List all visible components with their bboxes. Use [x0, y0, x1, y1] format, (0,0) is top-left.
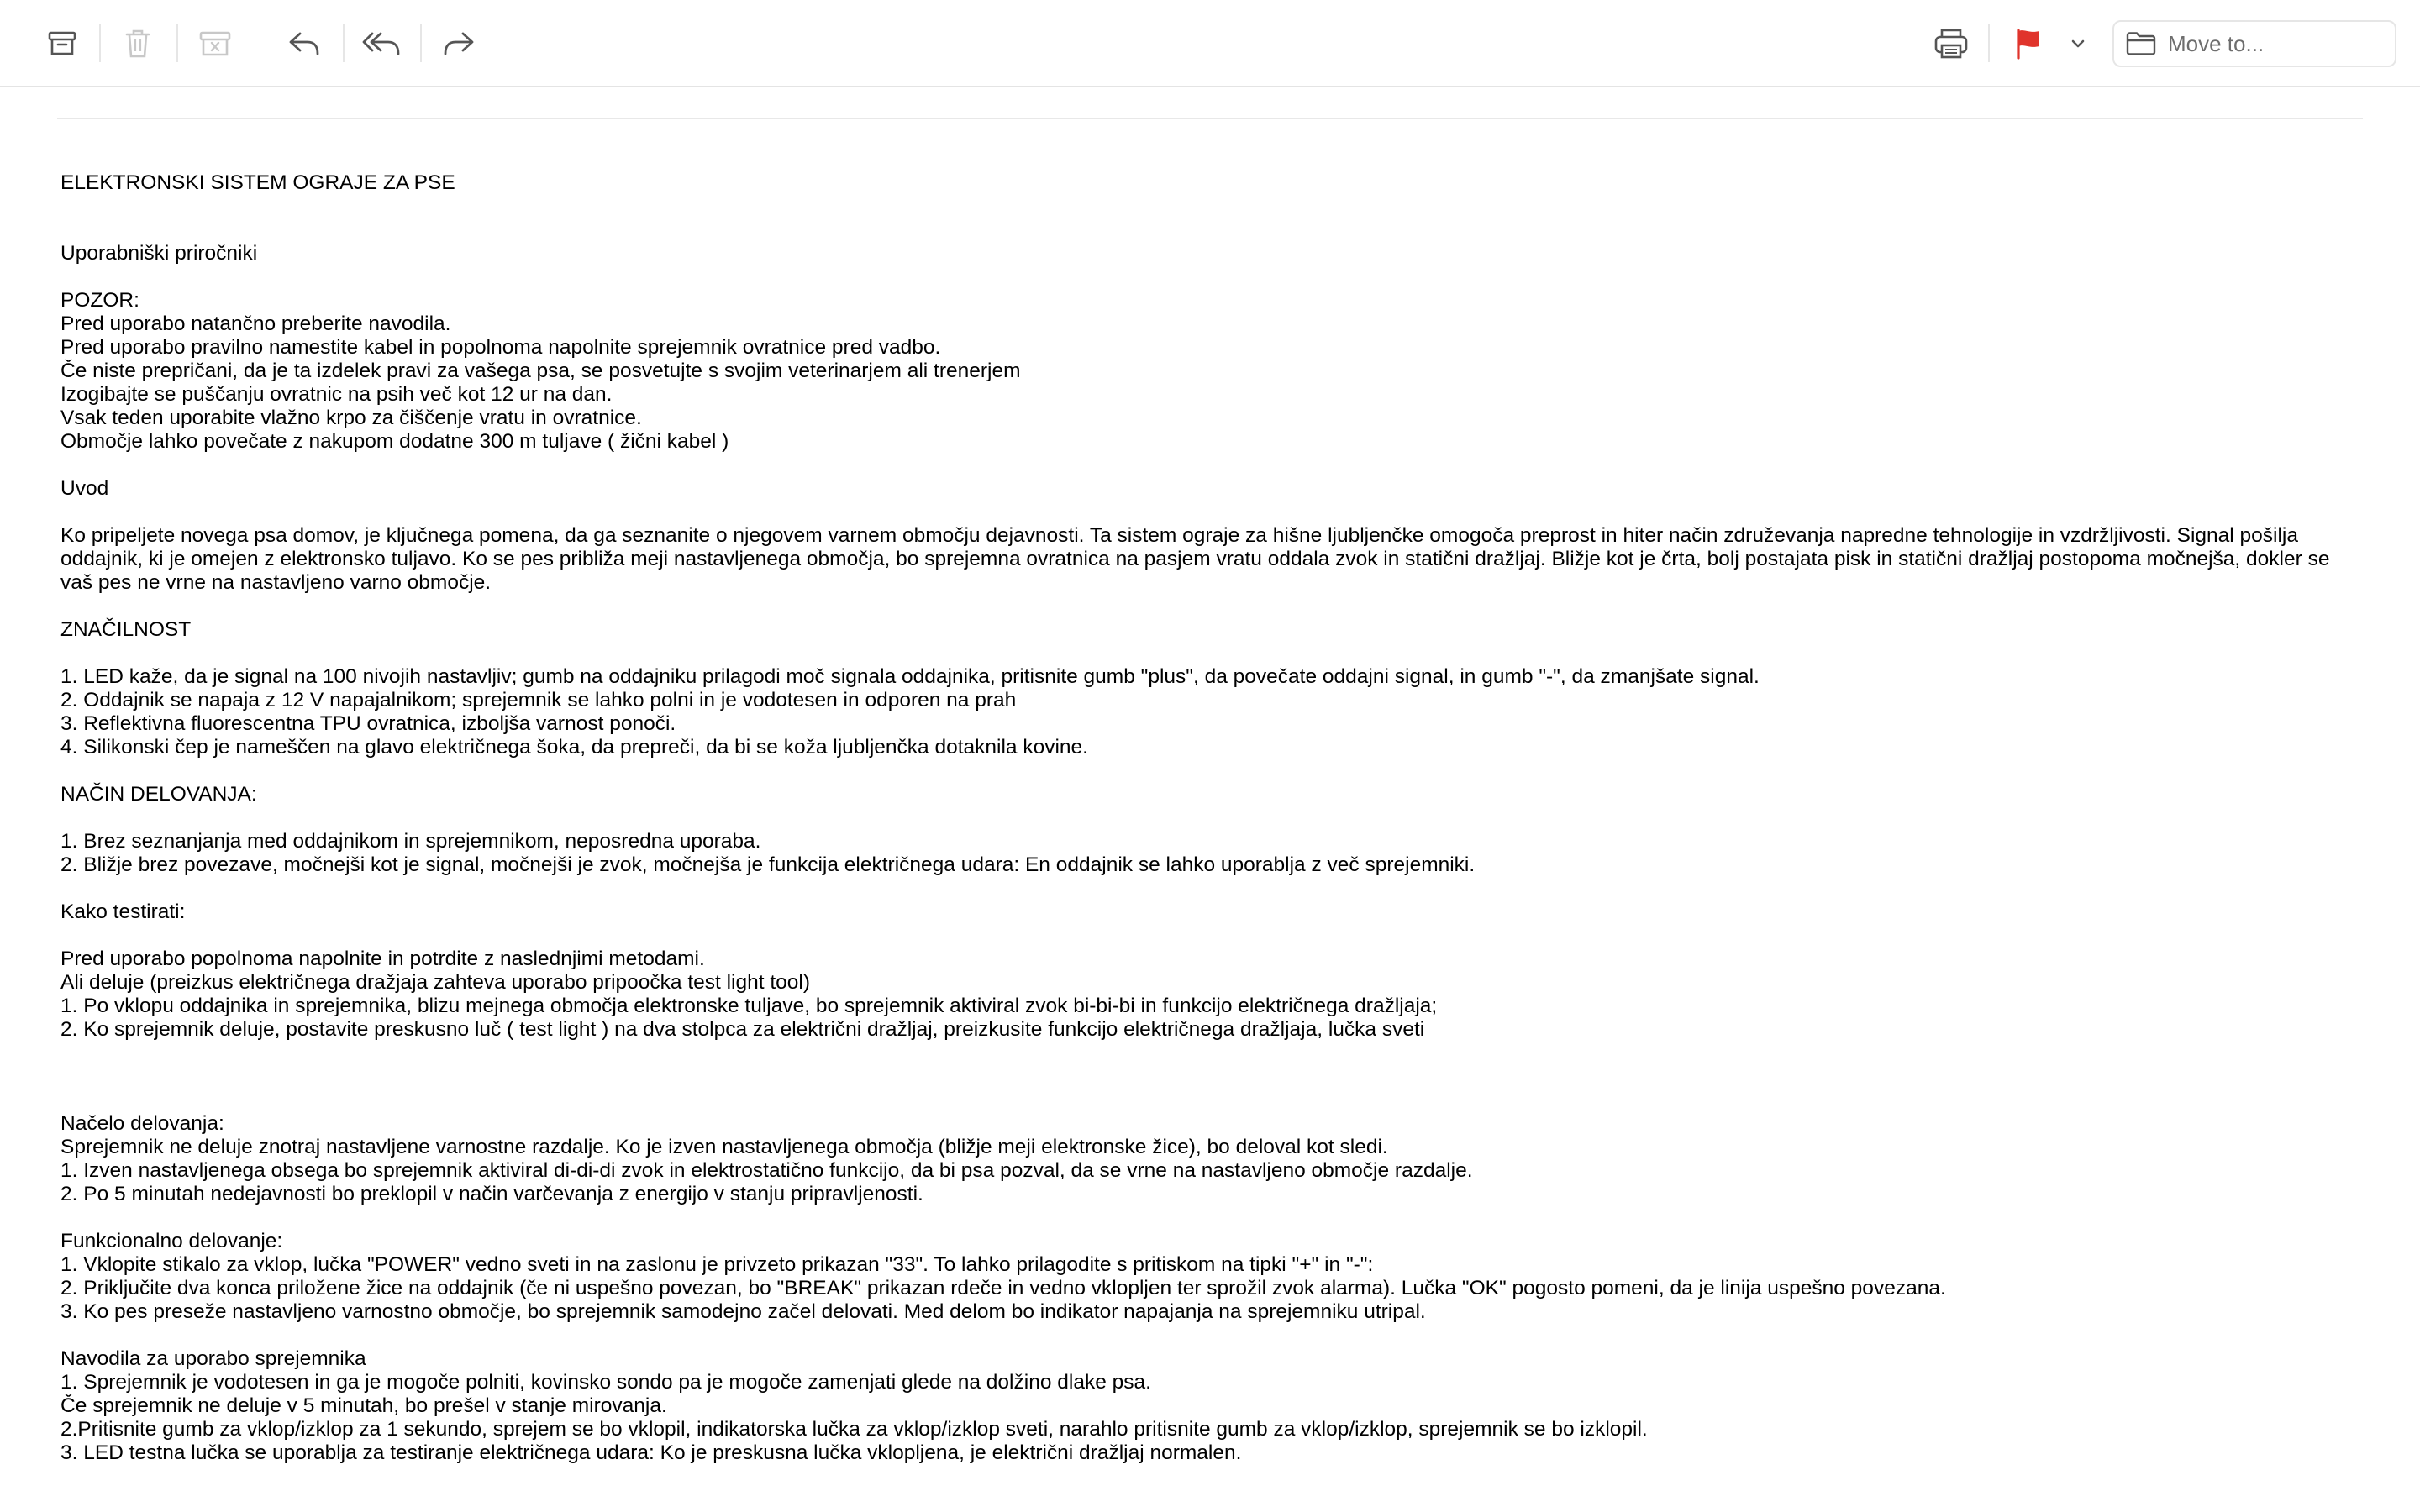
- junk-icon: [199, 30, 231, 57]
- blank-line: [60, 1089, 2363, 1112]
- body-line: 2. Ko sprejemnik deluje, postavite preskusno luč ( test light ) na dva stolpca za električni dražljaj, preizkusite funkcijo električnega dražljaja, lučka sveti: [60, 1018, 1425, 1041]
- body-line: 1. Izven nastavljenega obsega bo sprejemnik aktiviral di-di-di zvok in elektrostatično funkcijo, da bi psa pozval, da se vrne na nastavljeno območje razdalje.: [60, 1159, 1473, 1182]
- body-line: 1. Brez seznanjanja med oddajnikom in sprejemnikom, neposredna uporaba.: [60, 830, 761, 853]
- toolbar-divider: [343, 24, 345, 62]
- toolbar-divider: [176, 24, 178, 62]
- body-line: Funkcionalno delovanje:: [60, 1230, 283, 1252]
- delete-button[interactable]: [113, 18, 163, 69]
- print-icon: [1933, 28, 1969, 60]
- body-line: Navodila za uporabo sprejemnika: [60, 1347, 366, 1370]
- print-button[interactable]: [1926, 18, 1976, 69]
- body-line: Izogibajte se puščanju ovratnic na psih več kot 12 ur na dan.: [60, 383, 613, 406]
- message-toolbar: [0, 0, 2420, 87]
- body-line: Območje lahko povečate z nakupom dodatne 300 m tuljave ( žični kabel ): [60, 430, 729, 453]
- blank-line: [60, 1206, 2363, 1230]
- body-line: Pred uporabo pravilno namestite kabel in popolnoma napolnite sprejemnik ovratnice pred vadbo.: [60, 336, 941, 359]
- body-line: 1. Sprejemnik je vodotesen in ga je mogoče polniti, kovinsko sondo pa je mogoče zamenjati glede na dolžino dlake psa.: [60, 1371, 1151, 1394]
- body-line: Načelo delovanja:: [60, 1112, 224, 1135]
- toolbar-divider: [1988, 24, 1990, 62]
- body-line: Kako testirati:: [60, 900, 186, 923]
- body-line: 1. Po vklopu oddajnika in sprejemnika, blizu mejnega območja elektronske tuljave, bo sprejemnik aktiviral zvok bi-bi-bi in funkcijo električnega dražljaja;: [60, 995, 1438, 1017]
- body-line: Če sprejemnik ne deluje v 5 minutah, bo prešel v stanje mirovanja.: [60, 1394, 667, 1417]
- blank-line: [60, 501, 2363, 524]
- forward-button[interactable]: [434, 18, 484, 69]
- body-line: Ko pripeljete novega psa domov, je ključnega pomena, da ga seznanite o njegovem varnem območju dejavnosti. Ta sistem ograje za hišne ljubljenčke omogoča preprost in hiter način združevanja napredne tehnologije in vzdržljivosti. Signal pošilja oddajnik, ki je omejen z elektronsko tuljavo. Ko se pes približa meji nastavljenega območja, bo sprejemna ovratnica na pasjem vratu oddala zvok in statični dražljaj. Bližje kot je črta, bolj postajata pisk in statični dražljaj postopoma močnejša, dokler se vaš pes ne vrne na nastavljeno varno območje.: [60, 524, 2336, 594]
- blank-line: [60, 595, 2363, 618]
- archive-icon: [48, 30, 76, 57]
- message-content: [0, 87, 2420, 1512]
- body-line: Pred uporabo popolnoma napolnite in potrdite z naslednjimi metodami.: [60, 948, 705, 970]
- archive-button[interactable]: [37, 18, 87, 69]
- body-line: POZOR:: [60, 289, 139, 312]
- body-line: Uvod: [60, 477, 109, 500]
- body-line: ZNAČILNOST: [60, 618, 192, 641]
- blank-line: [60, 218, 2363, 242]
- body-line: 4. Silikonski čep je nameščen na glavo električnega šoka, da prepreči, da bi se koža ljubljenčka dotaknila kovine.: [60, 736, 1088, 759]
- body-line: 3. Ko pes preseže nastavljeno varnostno območje, bo sprejemnik samodejno začel delovati. Med delom bo indikator napajanja na sprejemniku utripal.: [60, 1300, 1426, 1323]
- toolbar-divider: [420, 24, 422, 62]
- trash-icon: [124, 29, 151, 59]
- email-body: [60, 171, 2363, 1465]
- body-line: 2. Oddajnik se napaja z 12 V napajalnikom; sprejemnik se lahko polni in je vodotesen in odporen na prah: [60, 689, 1017, 711]
- body-line: 2. Bližje brez povezave, močnejši kot je signal, močnejši je zvok, močnejša je funkcija električnega udara: En oddajnik se lahko uporablja z več sprejemniki.: [60, 853, 1476, 876]
- body-line: Če niste prepričani, da je ta izdelek pravi za vašega psa, se posvetujte s svojim veterinarjem ali trenerjem: [60, 360, 1021, 382]
- blank-line: [60, 265, 2363, 289]
- blank-line: [60, 1324, 2363, 1347]
- flag-button[interactable]: [2003, 18, 2054, 69]
- body-line: Sprejemnik ne deluje znotraj nastavljene varnostne razdalje. Ko je izven nastavljenega območja (bližje meji elektronske žice), bo deloval kot sledi.: [60, 1136, 1388, 1158]
- body-line: 2.Pritisnite gumb za vklop/izklop za 1 sekundo, sprejem se bo vklopil, indikatorska lučka za vklop/izklop sveti, narahlo pritisnite gumb za vklop/izklop, sprejemnik se bo izklopil.: [60, 1418, 1648, 1441]
- body-line: Vsak teden uporabite vlažno krpo za čiščenje vratu in ovratnice.: [60, 407, 642, 429]
- body-line: Uporabniški priročniki: [60, 242, 258, 265]
- forward-icon: [442, 30, 476, 57]
- blank-line: [60, 877, 2363, 900]
- move-to-placeholder: Move to...: [2168, 30, 2265, 56]
- blank-line: [60, 924, 2363, 948]
- body-line: 3. Reflektivna fluorescentna TPU ovratnica, izboljša varnost ponoči.: [60, 712, 676, 735]
- reply-all-button[interactable]: [356, 18, 407, 69]
- reply-icon: [287, 30, 321, 57]
- body-line: 3. LED testna lučka se uporablja za testiranje električnega udara: Ko je preskusna lučka vklopljena, je električni dražljaj normalen.: [60, 1441, 1242, 1464]
- body-line: Ali deluje (preizkus električnega dražjaja zahteva uporabo pripoočka test light tool): [60, 971, 811, 994]
- toolbar-divider: [99, 24, 101, 62]
- junk-button[interactable]: [190, 18, 240, 69]
- reply-button[interactable]: [279, 18, 329, 69]
- blank-line: [60, 806, 2363, 830]
- body-line: 1. LED kaže, da je signal na 100 nivojih nastavljiv; gumb na oddajniku prilagodi moč signala oddajnika, pritisnite gumb "plus", da povečate oddajni signal, in gumb "-", da zmanjšate signal.: [60, 665, 1760, 688]
- blank-line: [60, 195, 2363, 218]
- body-line: 1. Vklopite stikalo za vklop, lučka "POWER" vedno sveti in na zaslonu je privzeto prikazan "33". To lahko prilagodite s pritiskom na tipki "+" in "-":: [60, 1253, 1374, 1276]
- body-line: 2. Po 5 minutah nedejavnosti bo preklopil v način varčevanja z energijo v stanju pripravljenosti.: [60, 1183, 923, 1205]
- body-line: Pred uporabo natančno preberite navodila.: [60, 312, 451, 335]
- body-line: ELEKTRONSKI SISTEM OGRAJE ZA PSE: [60, 171, 455, 194]
- header-divider: [57, 118, 2363, 119]
- body-line: 2. Priključite dva konca priložene žice na oddajnik (če ni uspešno povezan, bo "BREAK" prikazan rdeče in vedno vklopljen ter sprožil zvok alarma). Lučka "OK" pogosto pomeni, da je linija uspešno povezana.: [60, 1277, 1946, 1299]
- blank-line: [60, 1042, 2363, 1065]
- blank-line: [60, 759, 2363, 783]
- blank-line: [60, 642, 2363, 665]
- folder-icon: [2126, 31, 2156, 56]
- flag-icon: [2014, 28, 2043, 60]
- blank-line: [60, 1065, 2363, 1089]
- blank-line: [60, 454, 2363, 477]
- reply-all-icon: [361, 30, 402, 57]
- move-to-field[interactable]: [2112, 20, 2396, 67]
- body-line: NAČIN DELOVANJA:: [60, 783, 257, 806]
- chevron-down-icon: [2070, 39, 2086, 49]
- flag-menu-button[interactable]: [2064, 18, 2092, 69]
